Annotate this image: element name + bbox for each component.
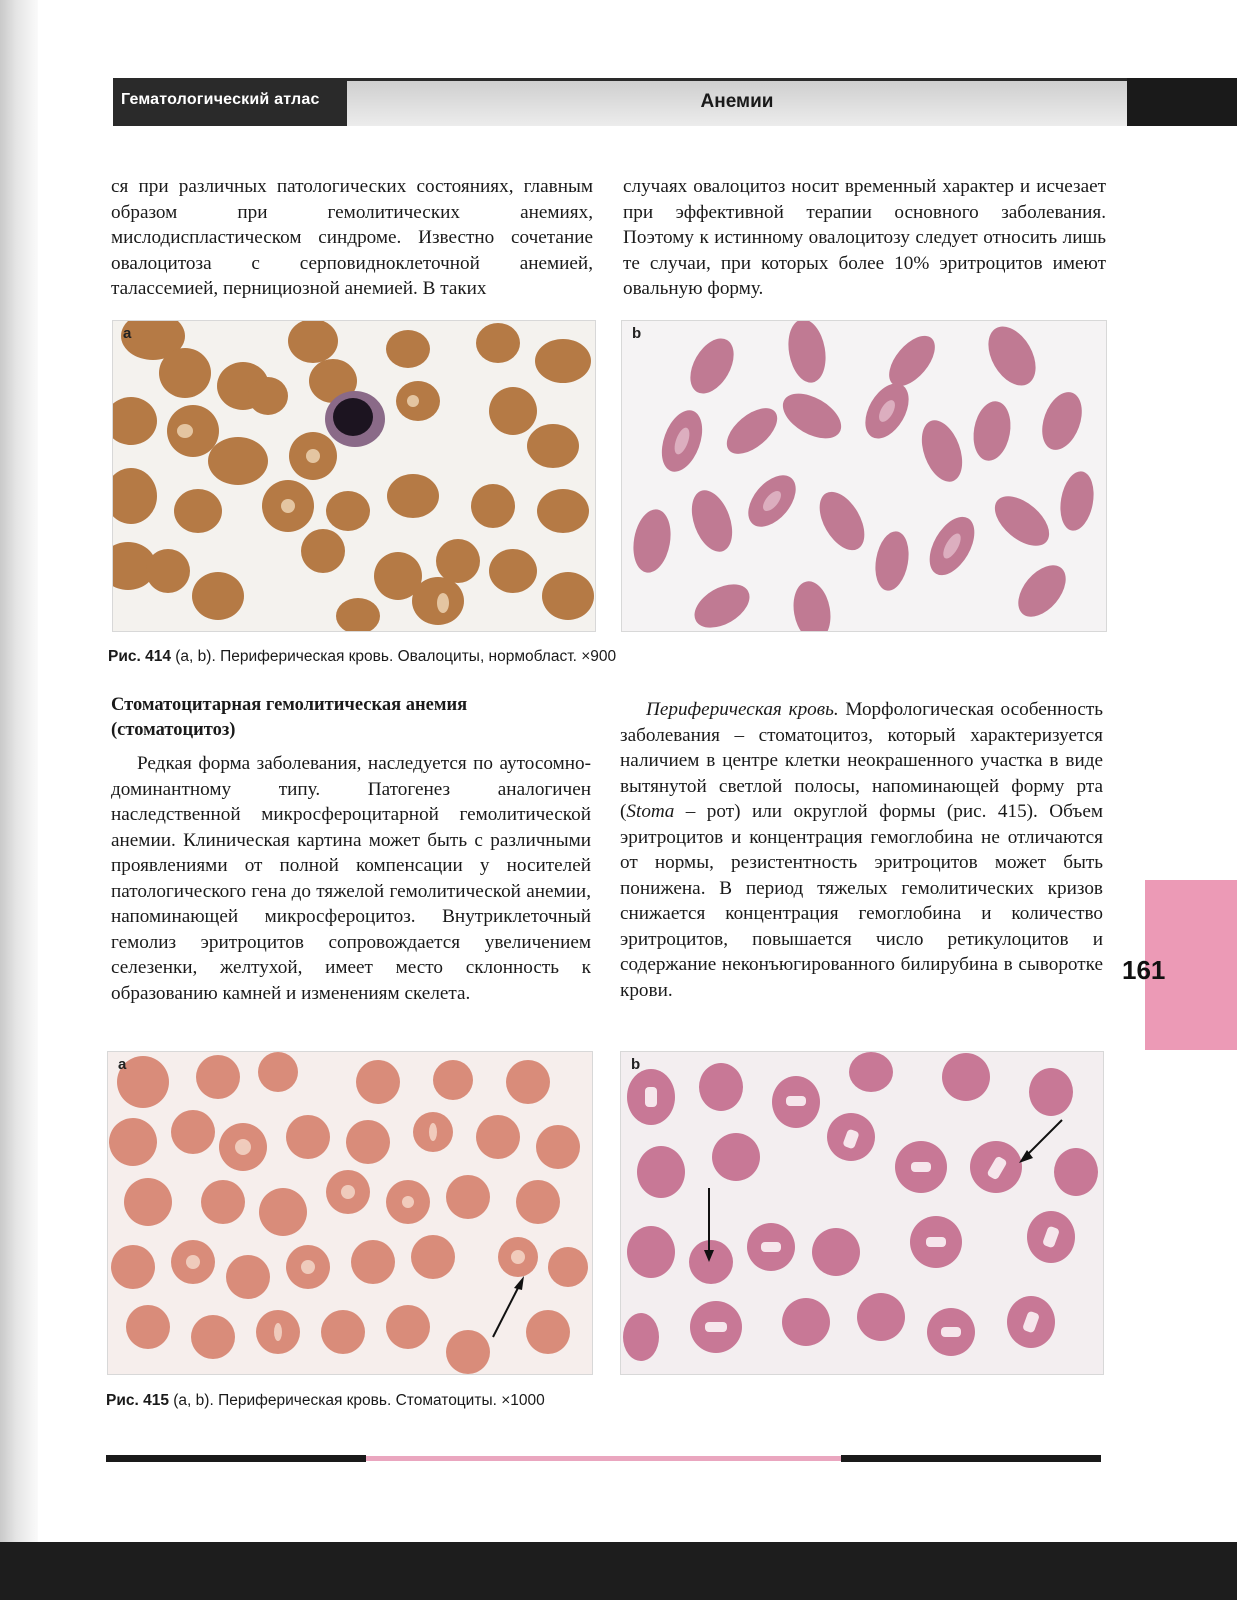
figure-414b-label: b [632, 325, 642, 342]
figure-415-caption-text: (a, b). Периферическая кровь. Стоматоциты. ×1000 [168, 1392, 545, 1409]
top-text-right: случаях овалоцитоз носит временный характер и исчезает при эффективной терапии основного заболевания. Поэтому к истинному овалоцитозу следует относить лишь те случаи, при которых более 10% эритроцитов имеют овальную форму. [623, 176, 1106, 299]
page-header [113, 78, 1237, 126]
section-heading: Стоматоцитарная гемолитическая анемия (стоматоцитоз) [111, 695, 468, 740]
figure-414a-label: a [123, 325, 132, 342]
figure-415-number: Рис. 415 [106, 1392, 169, 1409]
section-title: Анемии [700, 91, 774, 112]
figure-414a-photo [112, 320, 596, 632]
figure-415b-label: b [631, 1056, 641, 1073]
figure-415b-photo [620, 1051, 1104, 1375]
section-right-text: Периферическая кровь. Морфологическая особенность заболевания – стоматоцитоз, который характеризуется наличием в центре клетки неокрашенного участка в виде вытянутой светлой полосы, напоминающей форму рта (Stoma – рот) или округлой формы (рис. 415). Объем эритроцитов и концентрация гемоглобина не отличаются от нормы, резистентность эритроцитов может быть понижена. В период тяжелых гемолитических кризов снижается концентрация гемоглобина и количество эритроцитов, повышается число ретикулоцитов и содержание неконъюгированного билирубина в сыворотке крови. [620, 699, 1103, 1001]
figure-414-caption-text: (a, b). Периферическая кровь. Овалоциты, нормобласт. ×900 [170, 648, 617, 665]
figure-414-number: Рис. 414 [108, 648, 171, 665]
figure-414b-photo [621, 320, 1107, 632]
top-text-left: ся при различных патологических состояниях, главным образом при гемолитических анемиях, мислодиспластическом синдроме. Известно сочетание овалоцитоза с серповидноклеточной анемией, талассемией, пернициозной анемией. В таких [111, 176, 593, 299]
stoma-term: Stoma [626, 801, 675, 822]
book-spine-shadow [0, 0, 38, 1600]
figure-415a-photo [107, 1051, 593, 1375]
page-number: 161 [1122, 955, 1166, 985]
footer-rule [106, 1455, 1101, 1462]
atlas-title-bar [113, 78, 347, 126]
scan-bottom-edge [0, 1542, 1237, 1600]
header-end-block [1127, 78, 1237, 126]
section-left-text: Редкая форма заболевания, наследуется по аутосомно-доминантному типу. Патогенез аналогичен наследственной микросфероцитарной гемолитической анемии. Клиническая картина может быть с различными проявлениями от полной компенсации у носителей патологического гена до тяжелой гемолитической анемии, напоминающей микросфероцитоз. Внутриклеточный гемолиз эритроцитов сопровождается увеличением селезенки, желтухой, имеет место склонность к образованию камней и изменениям скелета. [111, 753, 591, 1004]
figure-415-caption [106, 1392, 545, 1410]
section-title-bar [347, 78, 1127, 126]
figure-414-caption [108, 648, 616, 666]
figure-415a-label: a [118, 1056, 127, 1073]
peripheral-blood-lead: Периферическая кровь. [646, 699, 839, 720]
atlas-title: Гематологический атлас [121, 91, 320, 108]
